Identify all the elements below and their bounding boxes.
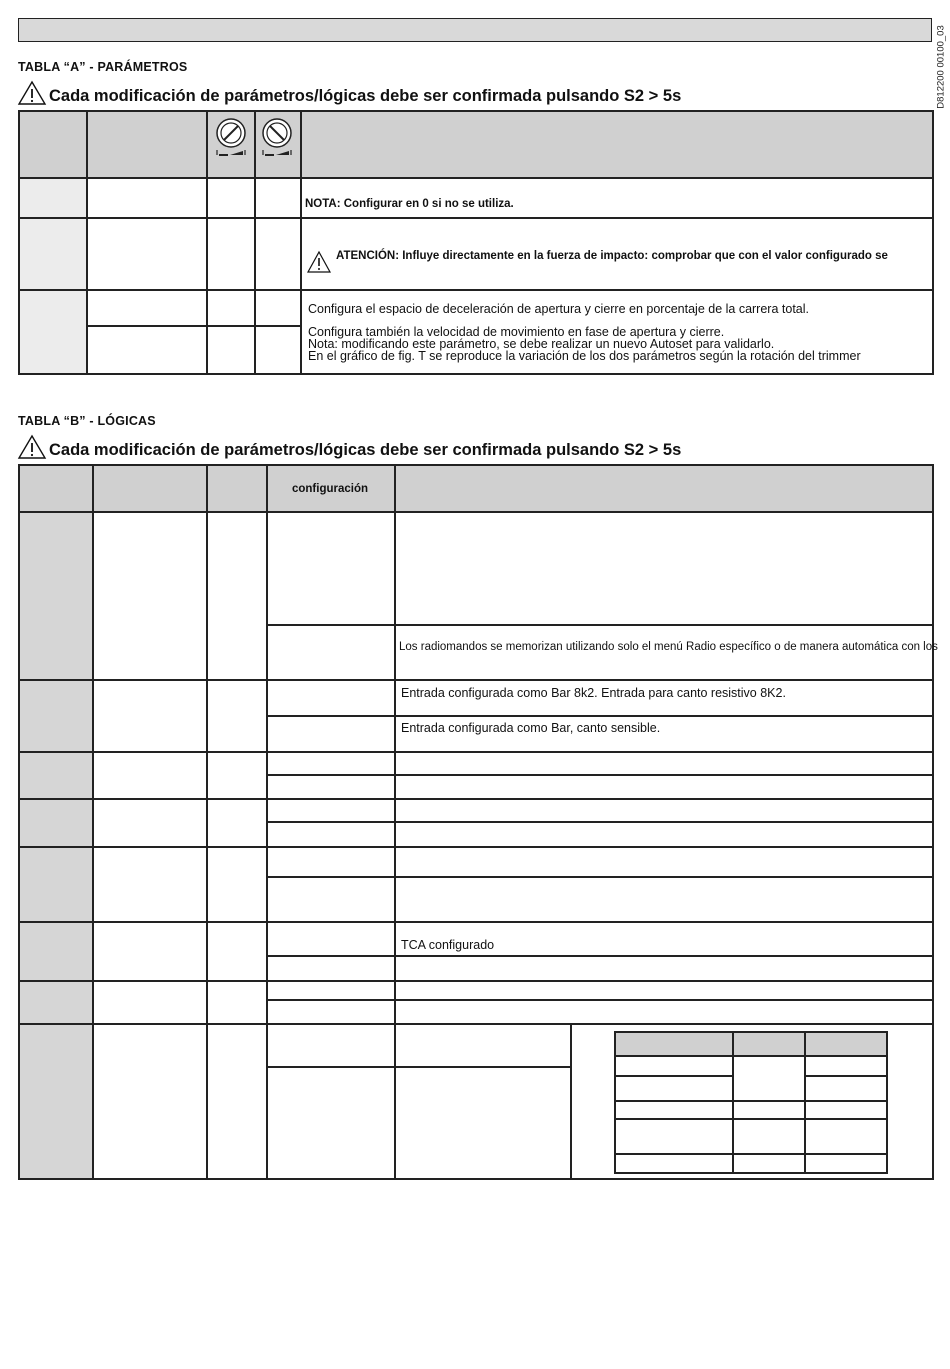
table-a-row3-line1: Configura el espacio de deceleración de apertura y cierre en porcentaje de la carrera total. [308,302,809,316]
table-a [18,110,934,375]
table-a-warning-text: Cada modificación de parámetros/lógicas debe ser confirmada pulsando S2 > 5s [49,87,682,105]
trimmer-min-icon [214,117,248,159]
document-code [934,22,948,112]
warning-icon [306,250,332,274]
table-b-warning [17,434,681,460]
table-a-row3-line3: Nota: modificando este parámetro, se debe realizar un nuevo Autoset para validarlo. [308,337,775,351]
table-a-warning [17,80,681,106]
header-bar [18,18,932,42]
warning-icon [17,434,47,460]
table-a-index-column [20,179,86,373]
warning-icon [17,80,47,106]
table-b-header [20,466,932,511]
table-b-bar8k2-description: Entrada configurada como Bar 8k2. Entrada para canto resistivo 8K2. [401,686,786,700]
table-a-header [20,112,932,177]
table-a-title: TABLA “A” - PARÁMETROS [18,60,188,74]
table-b-header-config: configuración [291,483,369,495]
table-b-title: TABLA “B” - LÓGICAS [18,414,156,428]
table-a-row3-line4: En el gráfico de fig. T se reproduce la variación de los dos parámetros según la rotación del trimmer [308,349,861,363]
table-a-row3-line2: Configura también la velocidad de movimiento en fase de apertura y cierre. [308,325,725,339]
table-b [18,464,938,1180]
inner-table [614,1031,888,1174]
trimmer-max-icon [260,117,294,159]
table-b-tca-description: TCA configurado [401,938,495,952]
table-b-radio-description: Los radiomandos se memorizan utilizando solo el menú Radio específico o de manera automática con los [399,641,938,653]
inner-table-header [616,1033,886,1055]
table-a-row1-note: NOTA: Configurar en 0 si no se utiliza. [305,198,514,210]
table-b-bar-description: Entrada configurada como Bar, canto sensible. [401,721,661,735]
document-code-text: D812200 00100_03 [935,25,947,109]
table-b-warning-text: Cada modificación de parámetros/lógicas debe ser confirmada pulsando S2 > 5s [49,441,682,459]
table-a-row2-warning: ATENCIÓN: Influye directamente en la fuerza de impacto: comprobar que con el valor configurado se [336,250,888,262]
